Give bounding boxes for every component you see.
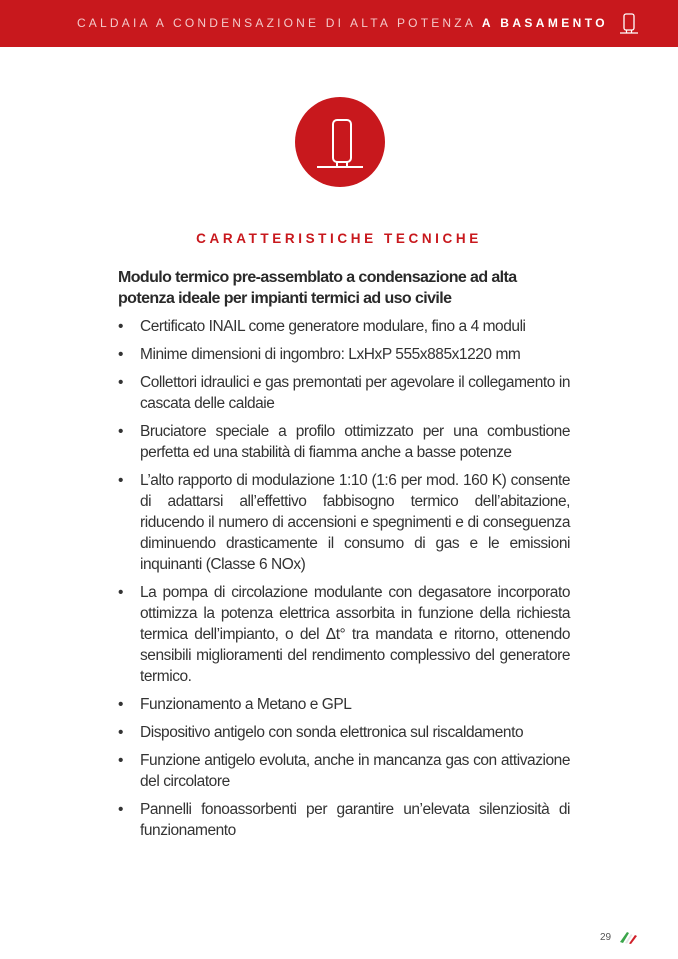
list-item-text: Collettori idraulici e gas premontati per agevolare il collegamento in cascata delle caldaie [140, 374, 570, 412]
list-item [118, 722, 570, 743]
bullet: • [118, 584, 123, 601]
list-item [118, 799, 570, 841]
italian-flag-stripes-icon [619, 929, 639, 945]
bullet: • [118, 752, 123, 769]
floor-boiler-icon [295, 97, 385, 187]
intro-heading: Modulo termico pre-assemblato a condensazione ad alta potenza ideale per impianti termici ad uso civile [118, 269, 517, 307]
features-list [118, 316, 570, 848]
list-item-text: L’alto rapporto di modulazione 1:10 (1:6 per mod. 160 K) consente di adattarsi all’effettivo fabbisogno termico dell’abitazione, riducendo il numero di accensioni e spegnimenti e di conseguenza diminuendo drasticamente il consumo di gas e le emissioni inquinanti (Classe 6 NOx) [140, 472, 570, 573]
list-item-text: Pannelli fonoassorbenti per garantire un’elevata silenziosità di funzionamento [140, 801, 570, 839]
list-item [118, 694, 570, 715]
list-item [118, 344, 570, 365]
list-item [118, 421, 570, 463]
bullet: • [118, 423, 123, 440]
list-item [118, 582, 570, 687]
page-number: 29 [600, 932, 612, 943]
header-title-bold: A BASAMENTO [481, 16, 608, 30]
header-band [0, 0, 678, 47]
section-title: CARATTERISTICHE TECNICHE [196, 231, 482, 246]
bullet: • [118, 801, 123, 818]
header-title-light: CALDAIA A CONDENSAZIONE DI ALTA POTENZA [76, 16, 476, 30]
bullet: • [118, 724, 123, 741]
header-title [77, 16, 608, 30]
list-item [118, 750, 570, 792]
floor-boiler-icon [619, 13, 639, 35]
list-item [118, 372, 570, 414]
list-item [118, 470, 570, 575]
list-item-text: Minime dimensioni di ingombro: LxHxP 555x885x1220 mm [140, 346, 521, 363]
list-item-text: Certificato INAIL come generatore modulare, fino a 4 moduli [140, 318, 526, 335]
list-item-text: La pompa di circolazione modulante con degasatore incorporato ottimizza la potenza elettrica assorbita in funzione della richiesta termica dell’impianto, o del Δt° tra mandata e ritorno, ottenendo sensibili miglioramenti del rendimento complessivo del generatore termico. [140, 584, 570, 685]
bullet: • [118, 318, 123, 335]
list-item [118, 316, 570, 337]
list-item-text: Funzionamento a Metano e GPL [140, 696, 352, 713]
list-item-text: Funzione antigelo evoluta, anche in mancanza gas con attivazione del circolatore [140, 752, 570, 790]
list-item-text: Dispositivo antigelo con sonda elettronica sul riscaldamento [140, 724, 524, 741]
bullet: • [118, 374, 123, 391]
category-badge [295, 97, 385, 187]
bullet: • [118, 696, 123, 713]
list-item-text: Bruciatore speciale a profilo ottimizzato per una combustione perfetta ed una stabilità di fiamma anche a basse potenze [140, 423, 570, 461]
bullet: • [118, 472, 123, 489]
bullet: • [118, 346, 123, 363]
